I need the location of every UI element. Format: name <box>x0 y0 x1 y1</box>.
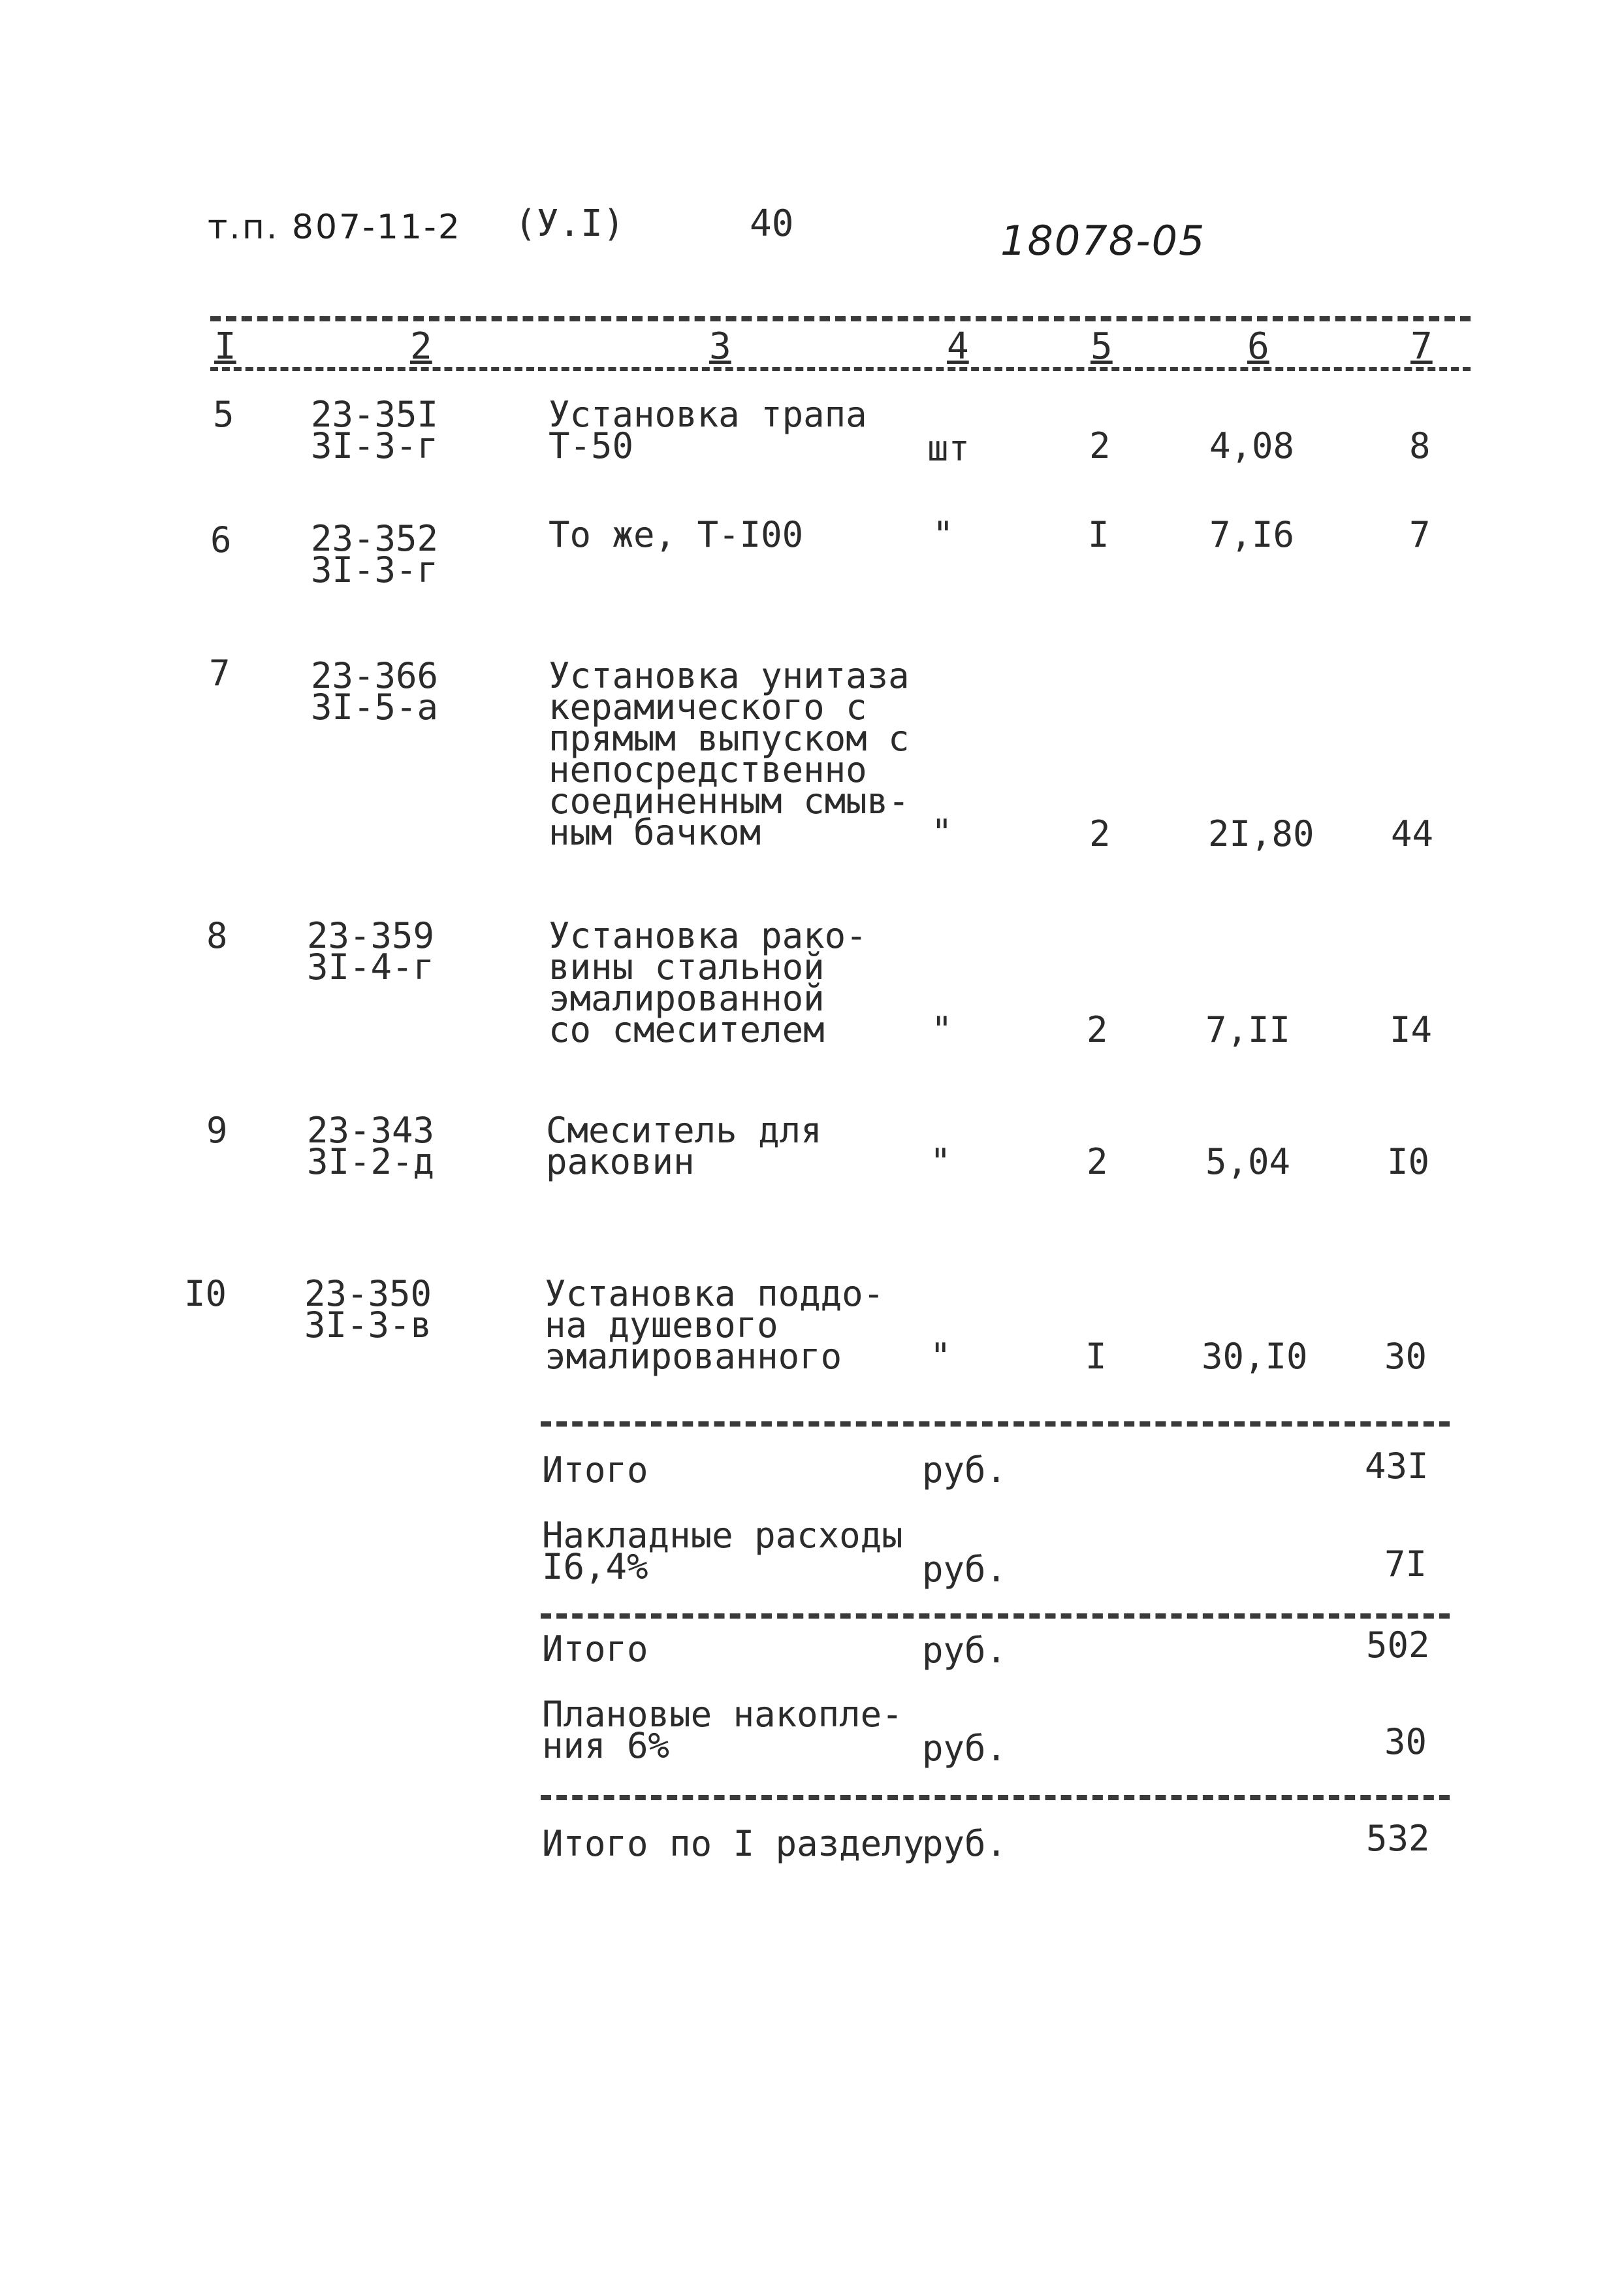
volume-label: (У.I) <box>515 202 625 245</box>
table-row-num: 7 <box>209 653 231 694</box>
table-row-price: 2I,80 <box>1208 813 1314 854</box>
subtotal-label: Итого <box>542 1628 648 1670</box>
overhead-value: 7I <box>1384 1543 1427 1585</box>
column-header-2: 2 <box>410 325 432 368</box>
table-row-price: 7,II <box>1205 1009 1291 1050</box>
header-top-rule <box>210 316 1471 321</box>
table-row-code: 3I-3-г <box>311 425 439 466</box>
subtotal-unit: руб. <box>922 1449 1008 1491</box>
table-row-description: Установка трапа <box>549 394 867 435</box>
table-row-qty: 2 <box>1089 813 1111 854</box>
table-row-unit: " <box>931 812 953 853</box>
table-row-code: 3I-3-г <box>311 549 439 590</box>
planned-savings-value: 30 <box>1384 1721 1427 1762</box>
planned-savings-rate: ния 6% <box>542 1725 670 1766</box>
column-header-4: 4 <box>947 325 969 368</box>
table-row-total: 7 <box>1409 514 1431 555</box>
page-number: 40 <box>750 202 794 245</box>
table-row-price: 7,I6 <box>1209 514 1295 555</box>
project-code: т.п. 807-11-2 <box>208 208 462 247</box>
table-row-description: Установка унитаза <box>549 655 910 696</box>
table-row-code: 3I-5-а <box>311 687 439 728</box>
column-header-6: 6 <box>1247 325 1269 368</box>
summary-rule <box>541 1613 1450 1619</box>
table-row-unit: " <box>930 1336 951 1377</box>
table-row-total: I0 <box>1387 1141 1430 1182</box>
table-row-description: на душевого <box>545 1304 778 1346</box>
table-row-description: непосредственно <box>549 749 867 790</box>
table-row-unit: шт <box>927 428 970 469</box>
table-row-code: 23-350 <box>304 1273 432 1314</box>
table-row-code: 3I-3-в <box>304 1304 432 1346</box>
table-row-code: 23-35I <box>311 394 439 435</box>
column-header-3: 3 <box>709 325 731 368</box>
subtotal-unit: руб. <box>922 1630 1008 1671</box>
table-row-description: со смесителем <box>549 1009 825 1050</box>
table-row-num: 8 <box>206 915 228 956</box>
table-row-total: 8 <box>1409 425 1431 466</box>
table-row-num: 9 <box>206 1110 228 1151</box>
table-row-qty: 2 <box>1089 425 1111 466</box>
table-row-unit: " <box>930 1141 951 1182</box>
table-row-price: 4,08 <box>1209 425 1295 466</box>
header-bottom-rule <box>210 367 1471 371</box>
table-row-description: Смеситель для <box>546 1110 822 1151</box>
table-row-description: ным бачком <box>549 812 761 853</box>
table-row-description: раковин <box>546 1141 695 1182</box>
table-row-price: 30,I0 <box>1202 1336 1308 1377</box>
table-row-num: 5 <box>213 394 234 435</box>
table-row-description: Установка рако- <box>549 915 867 956</box>
subtotal-value: 43I <box>1365 1446 1429 1487</box>
subtotal-value: 502 <box>1366 1624 1430 1666</box>
table-row-qty: I <box>1085 1336 1107 1377</box>
table-row-code: 23-352 <box>311 518 439 559</box>
column-header-7: 7 <box>1410 325 1433 368</box>
planned-savings-label: Плановые накопле- <box>542 1694 903 1735</box>
table-row-qty: 2 <box>1087 1141 1108 1182</box>
overhead-unit: руб. <box>922 1549 1008 1590</box>
table-row-description: вины стальной <box>549 946 825 988</box>
table-row-description: То же, Т-I00 <box>549 514 804 555</box>
table-row-code: 23-359 <box>307 915 435 956</box>
planned-savings-unit: руб. <box>922 1728 1008 1769</box>
table-row-total: 30 <box>1384 1336 1427 1377</box>
overhead-label: Накладные расходы <box>542 1515 903 1556</box>
table-row-description: керамического с <box>549 687 867 728</box>
section-total-label: Итого по I разделу <box>542 1823 925 1864</box>
table-row-description: соединенным смыв- <box>549 781 910 822</box>
table-row-code: 23-366 <box>311 655 439 696</box>
table-row-description: Установка поддо- <box>545 1273 885 1314</box>
table-row-description: прямым выпуском с <box>549 718 910 759</box>
overhead-rate: I6,4% <box>542 1546 648 1587</box>
table-row-qty: 2 <box>1087 1009 1108 1050</box>
table-row-code: 3I-2-д <box>307 1141 435 1182</box>
table-row-price: 5,04 <box>1205 1141 1291 1182</box>
column-header-1: I <box>214 325 236 368</box>
section-total-unit: руб. <box>922 1823 1008 1864</box>
table-row-code: 3I-4-г <box>307 946 435 988</box>
summary-rule <box>541 1421 1450 1427</box>
table-row-num: I0 <box>184 1273 227 1314</box>
table-row-code: 23-343 <box>307 1110 435 1151</box>
archive-number: 18078-05 <box>1000 217 1206 265</box>
table-row-total: I4 <box>1390 1009 1433 1050</box>
table-row-num: 6 <box>210 519 232 560</box>
table-row-total: 44 <box>1391 813 1434 854</box>
table-row-unit: " <box>931 1009 953 1050</box>
table-row-description: Т-50 <box>549 425 634 466</box>
column-header-5: 5 <box>1091 325 1113 368</box>
section-total-value: 532 <box>1366 1818 1430 1859</box>
table-row-description: эмалированного <box>545 1336 842 1377</box>
subtotal-label: Итого <box>542 1449 648 1491</box>
table-row-unit: " <box>932 514 954 555</box>
summary-rule <box>541 1795 1450 1800</box>
table-row-description: эмалированной <box>549 978 825 1019</box>
table-row-qty: I <box>1088 514 1109 555</box>
